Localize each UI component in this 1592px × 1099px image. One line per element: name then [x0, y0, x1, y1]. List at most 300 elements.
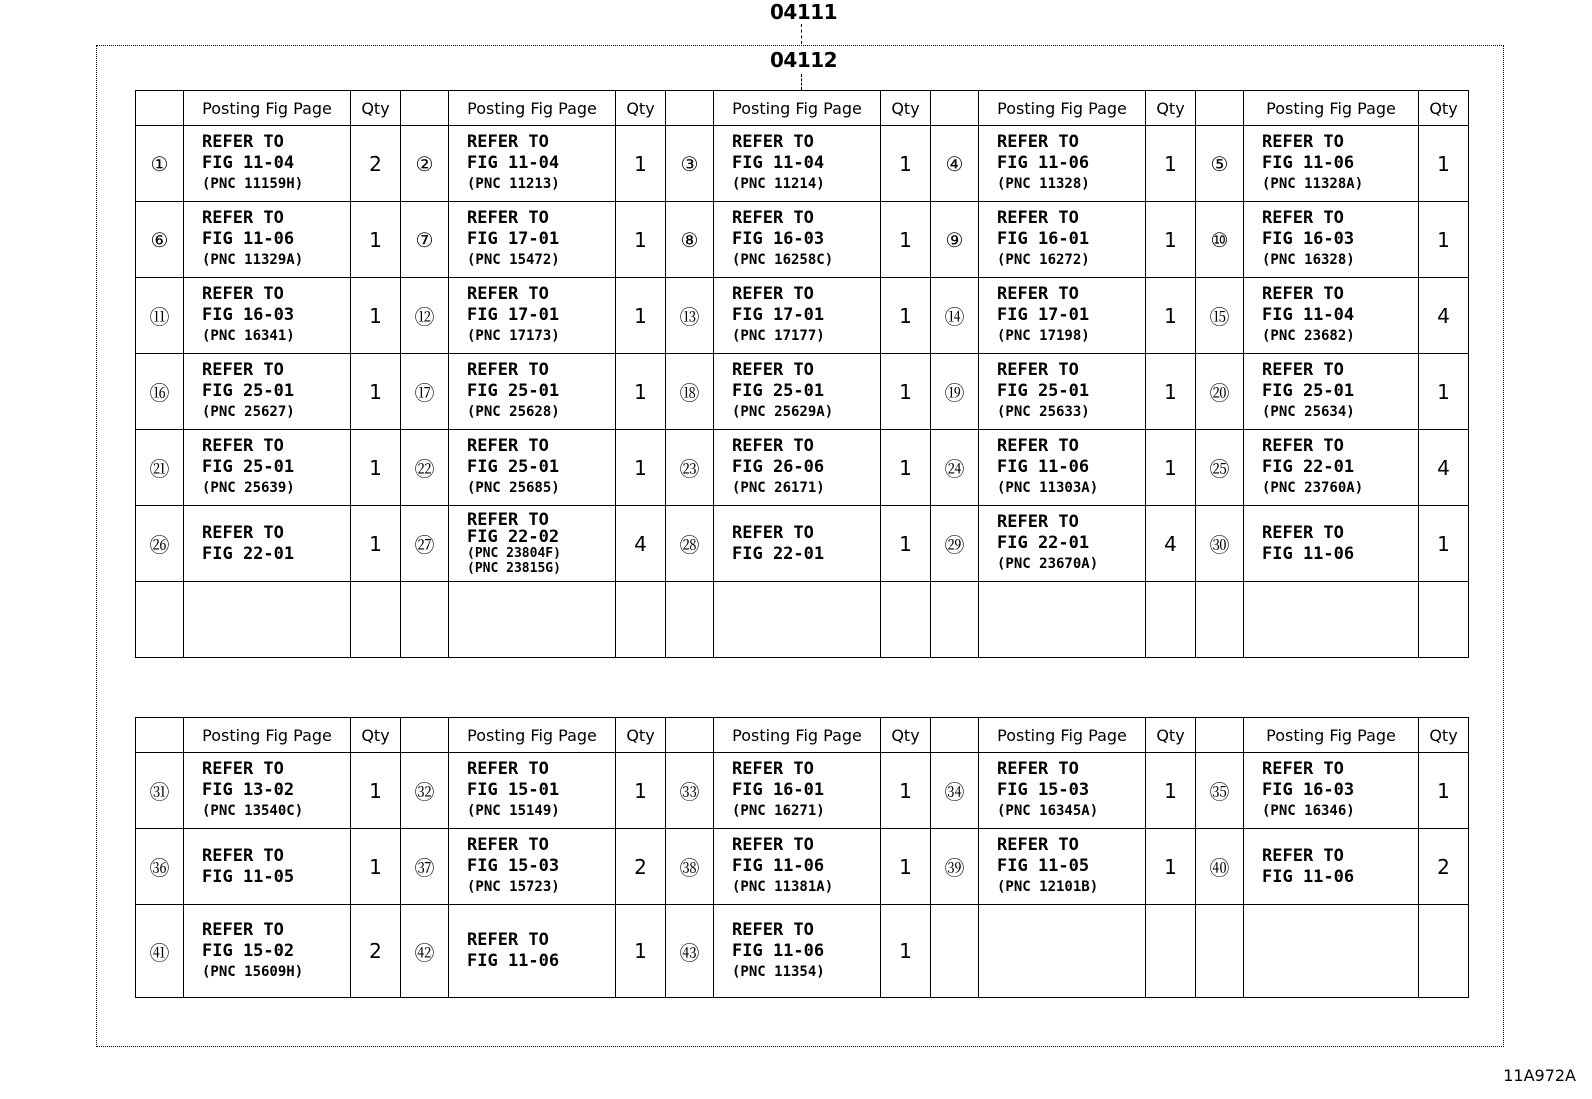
reference-line: FIG 25-01	[467, 381, 560, 401]
reference-line: FIG 25-01	[1262, 381, 1355, 401]
header-qty: Qty	[351, 718, 401, 753]
posting-reference	[1244, 354, 1419, 430]
item-number: ⑱	[666, 354, 714, 430]
quantity: 1	[351, 430, 401, 506]
pnc-code: (PNC 11159H)	[202, 176, 304, 192]
quantity: 1	[881, 753, 931, 829]
item-number: ⑨	[931, 202, 979, 278]
item-number: ㉞	[931, 753, 979, 829]
posting-reference	[184, 354, 351, 430]
reference-line: FIG 11-06	[1262, 866, 1355, 887]
item-number: ㊶	[136, 905, 184, 998]
reference-line: REFER TO	[202, 522, 284, 543]
posting-reference	[449, 202, 616, 278]
pnc-code: (PNC 25629A)	[732, 404, 834, 420]
posting-reference	[714, 506, 881, 582]
quantity: 4	[616, 506, 666, 582]
header-posting-fig-page: Posting Fig Page	[184, 718, 351, 753]
reference-line: REFER TO	[732, 208, 814, 228]
pnc-code: (PNC 16346)	[1262, 803, 1355, 819]
posting-reference	[979, 753, 1146, 829]
posting-reference	[714, 126, 881, 202]
parts-table-2	[135, 717, 1469, 998]
header-blank-cell	[666, 718, 714, 753]
reference-line: REFER TO	[732, 919, 814, 940]
quantity: 1	[881, 354, 931, 430]
item-number: ㊴	[931, 829, 979, 905]
header-row	[136, 91, 1469, 126]
reference-line: REFER TO	[732, 835, 814, 855]
table-row	[136, 202, 1469, 278]
reference-line: REFER TO	[732, 360, 814, 380]
posting-reference	[449, 582, 616, 658]
assembly-label-outer: 04111	[770, 0, 838, 24]
quantity	[1419, 582, 1469, 658]
item-number: ⑫	[401, 278, 449, 354]
posting-reference	[979, 354, 1146, 430]
item-number: ㉗	[401, 506, 449, 582]
posting-reference	[184, 506, 351, 582]
reference-line: FIG 11-05	[997, 856, 1090, 876]
header-row	[136, 718, 1469, 753]
reference-line: REFER TO	[467, 759, 549, 779]
reference-line: REFER TO	[202, 436, 284, 456]
item-number	[1196, 905, 1244, 998]
quantity: 1	[351, 202, 401, 278]
item-number: ㉔	[931, 430, 979, 506]
quantity: 1	[616, 278, 666, 354]
reference-line: FIG 22-01	[1262, 457, 1355, 477]
item-number: ⑭	[931, 278, 979, 354]
quantity: 1	[616, 430, 666, 506]
reference-line: FIG 22-01	[997, 533, 1090, 553]
pnc-code: (PNC 11329A)	[202, 252, 304, 268]
item-number	[136, 582, 184, 658]
item-number: ㊳	[666, 829, 714, 905]
reference-line: REFER TO	[732, 522, 814, 543]
pnc-code: (PNC 25639)	[202, 480, 295, 496]
posting-reference	[1244, 829, 1419, 905]
quantity: 1	[1146, 829, 1196, 905]
item-number: ②	[401, 126, 449, 202]
header-qty: Qty	[1419, 91, 1469, 126]
reference-line: FIG 11-06	[732, 940, 825, 961]
reference-line: REFER TO	[467, 930, 549, 950]
pnc-code: (PNC 16272)	[997, 252, 1090, 268]
quantity	[881, 582, 931, 658]
pnc-code: (PNC 23682)	[1262, 328, 1355, 344]
item-number: ㊲	[401, 829, 449, 905]
posting-reference	[449, 905, 616, 998]
reference-line: FIG 16-03	[202, 305, 295, 325]
item-number: ㉒	[401, 430, 449, 506]
quantity: 1	[1146, 430, 1196, 506]
posting-reference	[979, 582, 1146, 658]
posting-reference	[714, 582, 881, 658]
header-posting-fig-page: Posting Fig Page	[979, 91, 1146, 126]
quantity: 1	[1419, 202, 1469, 278]
header-blank-cell	[1196, 718, 1244, 753]
pnc-code: (PNC 15723)	[467, 879, 560, 895]
pnc-code: (PNC 16328)	[1262, 252, 1355, 268]
posting-reference	[1244, 582, 1419, 658]
quantity: 4	[1419, 278, 1469, 354]
reference-line: REFER TO	[997, 759, 1079, 779]
pnc-code: (PNC 13540C)	[202, 803, 304, 819]
quantity: 1	[881, 126, 931, 202]
quantity: 1	[881, 202, 931, 278]
reference-line: REFER TO	[997, 835, 1079, 855]
pnc-code: (PNC 23760A)	[1262, 480, 1364, 496]
quantity: 1	[1419, 354, 1469, 430]
posting-reference	[184, 278, 351, 354]
reference-line: REFER TO	[1262, 436, 1344, 456]
posting-reference	[184, 430, 351, 506]
reference-line: REFER TO	[732, 132, 814, 152]
quantity: 1	[1419, 506, 1469, 582]
pnc-code: (PNC 16258C)	[732, 252, 834, 268]
reference-line: FIG 15-01	[467, 780, 560, 800]
header-qty: Qty	[1146, 718, 1196, 753]
reference-line: REFER TO	[467, 436, 549, 456]
reference-line: FIG 11-05	[202, 866, 295, 887]
reference-line: REFER TO	[467, 284, 549, 304]
header-posting-fig-page: Posting Fig Page	[184, 91, 351, 126]
item-number: ⑮	[1196, 278, 1244, 354]
posting-reference	[979, 430, 1146, 506]
reference-line: FIG 17-01	[997, 305, 1090, 325]
quantity: 1	[1419, 126, 1469, 202]
reference-line: FIG 25-01	[202, 381, 295, 401]
item-number: ⑧	[666, 202, 714, 278]
reference-line: REFER TO	[1262, 208, 1344, 228]
quantity: 2	[351, 126, 401, 202]
reference-line: REFER TO	[202, 845, 284, 866]
header-posting-fig-page: Posting Fig Page	[449, 718, 616, 753]
table-row	[136, 905, 1469, 998]
table-row	[136, 278, 1469, 354]
pnc-code: (PNC 11214)	[732, 176, 825, 192]
reference-line: FIG 11-06	[467, 951, 560, 971]
item-number: ④	[931, 126, 979, 202]
reference-line: REFER TO	[997, 360, 1079, 380]
reference-line: FIG 11-06	[997, 457, 1090, 477]
table-row	[136, 753, 1469, 829]
reference-line: FIG 11-04	[467, 153, 560, 173]
posting-reference	[979, 905, 1146, 998]
quantity: 1	[616, 354, 666, 430]
quantity: 1	[1146, 354, 1196, 430]
posting-reference	[714, 753, 881, 829]
reference-line: FIG 13-02	[202, 780, 295, 800]
reference-line: REFER TO	[1262, 284, 1344, 304]
pnc-code: (PNC 11213)	[467, 176, 560, 192]
reference-line: FIG 17-01	[467, 229, 560, 249]
header-blank-cell	[136, 91, 184, 126]
pnc-code: (PNC 25685)	[467, 480, 560, 496]
pnc-code: (PNC 12101B)	[997, 879, 1099, 895]
pnc-code: (PNC 15149)	[467, 803, 560, 819]
reference-line: FIG 15-03	[467, 856, 560, 876]
header-qty: Qty	[351, 91, 401, 126]
reference-line: FIG 15-03	[997, 780, 1090, 800]
reference-line: REFER TO	[202, 284, 284, 304]
pnc-code: (PNC 11303A)	[997, 480, 1099, 496]
reference-line: FIG 25-01	[202, 457, 295, 477]
quantity: 1	[616, 905, 666, 998]
item-number: ⑥	[136, 202, 184, 278]
posting-reference	[714, 430, 881, 506]
header-qty: Qty	[881, 91, 931, 126]
reference-line: REFER TO	[732, 436, 814, 456]
quantity: 1	[881, 905, 931, 998]
item-number	[931, 905, 979, 998]
quantity	[351, 582, 401, 658]
posting-reference	[184, 202, 351, 278]
quantity: 1	[616, 126, 666, 202]
header-blank-cell	[401, 91, 449, 126]
pnc-code: (PNC 16345A)	[997, 803, 1099, 819]
header-posting-fig-page: Posting Fig Page	[714, 718, 881, 753]
quantity: 1	[1146, 278, 1196, 354]
reference-line: REFER TO	[202, 132, 284, 152]
item-number: ㉟	[1196, 753, 1244, 829]
reference-line: FIG 16-01	[997, 229, 1090, 249]
item-number: ㉜	[401, 753, 449, 829]
posting-reference	[184, 905, 351, 998]
parts-table-1	[135, 90, 1469, 658]
reference-line: REFER TO	[467, 509, 549, 530]
quantity: 1	[881, 430, 931, 506]
posting-reference	[979, 506, 1146, 582]
quantity: 1	[351, 354, 401, 430]
header-blank-cell	[666, 91, 714, 126]
posting-reference	[1244, 506, 1419, 582]
reference-line: FIG 11-04	[1262, 305, 1355, 325]
quantity	[616, 582, 666, 658]
reference-line: FIG 11-04	[732, 153, 825, 173]
quantity: 2	[1419, 829, 1469, 905]
pnc-code: (PNC 11354)	[732, 963, 825, 980]
pnc-code: (PNC 23670A)	[997, 556, 1099, 572]
reference-line: FIG 16-03	[1262, 780, 1355, 800]
pnc-code: (PNC 25628)	[467, 404, 560, 420]
posting-reference	[184, 126, 351, 202]
table-row	[136, 582, 1469, 658]
header-posting-fig-page: Posting Fig Page	[1244, 91, 1419, 126]
posting-reference	[449, 430, 616, 506]
reference-line: FIG 16-03	[732, 229, 825, 249]
header-blank-cell	[931, 91, 979, 126]
reference-line: REFER TO	[202, 360, 284, 380]
quantity: 4	[1146, 506, 1196, 582]
quantity: 1	[881, 278, 931, 354]
parts-table-2-body	[136, 718, 1469, 998]
item-number: ㉝	[666, 753, 714, 829]
pnc-code: (PNC 16271)	[732, 803, 825, 819]
item-number	[931, 582, 979, 658]
posting-reference	[1244, 905, 1419, 998]
reference-line: REFER TO	[202, 208, 284, 228]
posting-reference	[184, 582, 351, 658]
pnc-code: (PNC 26171)	[732, 480, 825, 496]
item-number	[401, 582, 449, 658]
posting-reference	[449, 354, 616, 430]
pnc-code: (PNC 11328)	[997, 176, 1090, 192]
reference-line: FIG 25-01	[467, 457, 560, 477]
quantity: 1	[351, 829, 401, 905]
header-qty: Qty	[616, 718, 666, 753]
reference-line: REFER TO	[467, 208, 549, 228]
reference-line: REFER TO	[997, 208, 1079, 228]
posting-reference	[714, 829, 881, 905]
quantity: 4	[1419, 430, 1469, 506]
table-row	[136, 506, 1469, 582]
reference-line: REFER TO	[997, 436, 1079, 456]
reference-line: FIG 22-02	[467, 526, 560, 547]
item-number: ⑦	[401, 202, 449, 278]
reference-line: FIG 25-01	[732, 381, 825, 401]
posting-reference	[1244, 278, 1419, 354]
posting-reference	[979, 278, 1146, 354]
quantity	[1146, 905, 1196, 998]
quantity: 2	[616, 829, 666, 905]
reference-line: REFER TO	[202, 759, 284, 779]
posting-reference	[1244, 126, 1419, 202]
table-row	[136, 829, 1469, 905]
posting-reference	[979, 202, 1146, 278]
item-number: ㉚	[1196, 506, 1244, 582]
header-posting-fig-page: Posting Fig Page	[714, 91, 881, 126]
reference-line: FIG 11-06	[1262, 153, 1355, 173]
pnc-code: (PNC 17198)	[997, 328, 1090, 344]
quantity: 1	[616, 753, 666, 829]
reference-line: FIG 11-06	[202, 229, 295, 249]
leader-line-inner	[801, 74, 802, 90]
posting-reference	[449, 753, 616, 829]
leader-line-outer	[801, 24, 802, 44]
item-number: ⑩	[1196, 202, 1244, 278]
pnc-code: (PNC 25634)	[1262, 404, 1355, 420]
posting-reference	[714, 354, 881, 430]
table-row	[136, 126, 1469, 202]
item-number: ㉖	[136, 506, 184, 582]
header-blank-cell	[401, 718, 449, 753]
pnc-code: (PNC 17173)	[467, 328, 560, 344]
reference-line: FIG 11-06	[732, 856, 825, 876]
item-number: ㊷	[401, 905, 449, 998]
reference-line: FIG 11-04	[202, 153, 295, 173]
pnc-code: (PNC 25633)	[997, 404, 1090, 420]
pnc-code: (PNC 17177)	[732, 328, 825, 344]
pnc-code: (PNC 23804F)	[467, 545, 561, 561]
reference-line: REFER TO	[1262, 522, 1344, 543]
pnc-code: (PNC 15609H)	[202, 963, 304, 980]
posting-reference	[449, 278, 616, 354]
item-number: ㊱	[136, 829, 184, 905]
header-qty: Qty	[881, 718, 931, 753]
pnc-code: (PNC 16341)	[202, 328, 295, 344]
quantity: 1	[616, 202, 666, 278]
posting-reference	[184, 753, 351, 829]
pnc-code: (PNC 11328A)	[1262, 176, 1364, 192]
reference-line: FIG 22-01	[202, 543, 295, 564]
quantity	[1419, 905, 1469, 998]
quantity: 1	[881, 506, 931, 582]
header-qty: Qty	[616, 91, 666, 126]
posting-reference	[1244, 430, 1419, 506]
posting-reference	[979, 829, 1146, 905]
quantity: 1	[1146, 202, 1196, 278]
pnc-code: (PNC 15472)	[467, 252, 560, 268]
reference-line: REFER TO	[467, 132, 549, 152]
reference-line: FIG 11-06	[1262, 543, 1355, 564]
reference-line: REFER TO	[1262, 845, 1344, 866]
header-qty: Qty	[1146, 91, 1196, 126]
reference-line: REFER TO	[732, 759, 814, 779]
reference-line: REFER TO	[997, 132, 1079, 152]
item-number: ⑪	[136, 278, 184, 354]
quantity: 2	[351, 905, 401, 998]
posting-reference	[184, 829, 351, 905]
item-number: ①	[136, 126, 184, 202]
posting-reference	[714, 905, 881, 998]
header-blank-cell	[1196, 91, 1244, 126]
posting-reference	[449, 829, 616, 905]
item-number	[666, 582, 714, 658]
reference-line: FIG 11-06	[997, 153, 1090, 173]
item-number: ㉑	[136, 430, 184, 506]
quantity: 1	[1146, 126, 1196, 202]
item-number: ㊵	[1196, 829, 1244, 905]
assembly-label-inner: 04112	[770, 48, 838, 72]
posting-reference	[714, 278, 881, 354]
item-number: ㉙	[931, 506, 979, 582]
item-number: ㉕	[1196, 430, 1244, 506]
quantity: 1	[1419, 753, 1469, 829]
pnc-code: (PNC 11381A)	[732, 879, 834, 895]
reference-line: REFER TO	[1262, 132, 1344, 152]
quantity: 1	[351, 753, 401, 829]
item-number: ⑰	[401, 354, 449, 430]
item-number: ㉛	[136, 753, 184, 829]
pnc-code: (PNC 23815G)	[467, 560, 561, 576]
item-number: ㉘	[666, 506, 714, 582]
reference-line: REFER TO	[997, 512, 1079, 532]
reference-line: REFER TO	[467, 835, 549, 855]
item-number: ③	[666, 126, 714, 202]
reference-line: REFER TO	[1262, 360, 1344, 380]
pnc-code: (PNC 25627)	[202, 404, 295, 420]
item-number: ⑲	[931, 354, 979, 430]
header-blank-cell	[931, 718, 979, 753]
reference-line: REFER TO	[1262, 759, 1344, 779]
reference-line: FIG 25-01	[997, 381, 1090, 401]
reference-line: FIG 16-03	[1262, 229, 1355, 249]
table-row	[136, 354, 1469, 430]
item-number: ㊸	[666, 905, 714, 998]
quantity: 1	[1146, 753, 1196, 829]
table-row	[136, 430, 1469, 506]
quantity	[1146, 582, 1196, 658]
header-posting-fig-page: Posting Fig Page	[449, 91, 616, 126]
reference-line: REFER TO	[467, 360, 549, 380]
reference-line: FIG 22-01	[732, 543, 825, 564]
parts-table-1-body	[136, 91, 1469, 658]
reference-line: FIG 17-01	[467, 305, 560, 325]
illustration-code: 11A972A	[1503, 1066, 1576, 1085]
item-number: ⑤	[1196, 126, 1244, 202]
